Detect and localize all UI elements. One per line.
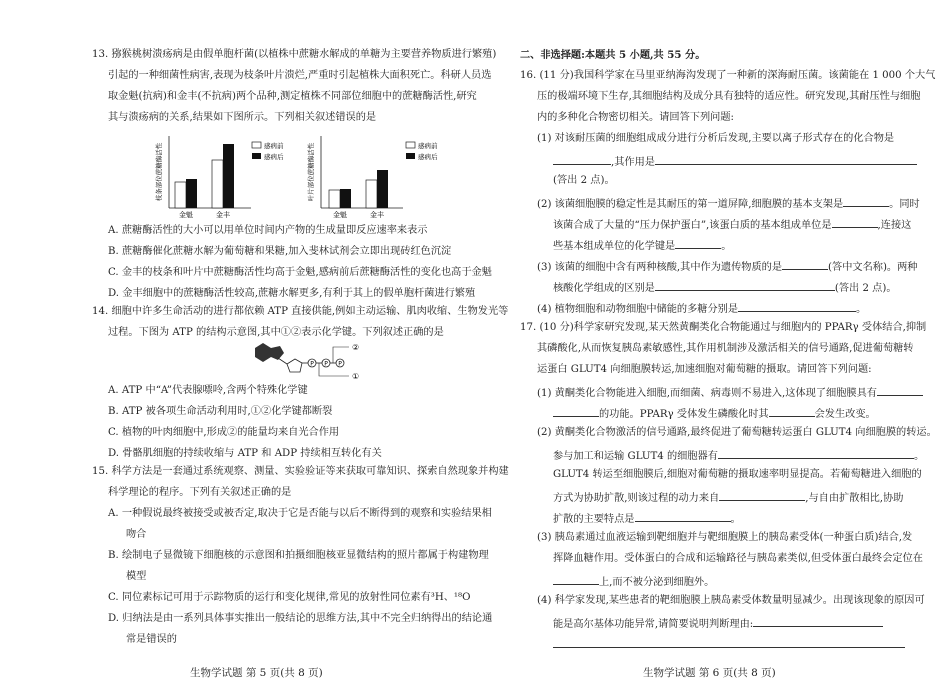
q17-blank-receptor-location[interactable] xyxy=(553,573,599,585)
q17-part2-line-3: GLUT4 转运至细胞膜后,细胞对葡萄糖的摄取速率明显提高。若葡萄糖进入细胞的 xyxy=(553,469,922,480)
q13-line-3: 取金魁(抗病)和金丰(不抗病)两个品种,测定植株不同部位细胞中的蔗糖酶活性,研究 xyxy=(108,91,477,102)
bond-label-2: ② xyxy=(352,343,360,352)
q13-option-d: D. 金丰细胞中的蔗糖酶活性较高,蔗糖水解更多,有利于其上的假单胞杆菌进行繁殖 xyxy=(108,288,476,299)
q17-blank-receptor-change[interactable] xyxy=(769,405,815,417)
q16-intro-1: 16. (11 分)我国科学家在马里亚纳海沟发现了一种新的深海耐压菌。该菌能在 1 000 个大气 xyxy=(520,70,936,81)
chart1-ylabel: 枝条部位蔗糖酶活性 xyxy=(155,142,163,202)
q17-blank-organelles[interactable] xyxy=(718,447,914,459)
phosphate-1-label: P xyxy=(310,360,314,368)
q16-part2-line-2 xyxy=(553,216,911,233)
chart1-bar-jinfeng-before xyxy=(212,160,223,208)
chart1-bar-jinfeng-after xyxy=(223,144,234,208)
q16-part2-text-a: (2) 该菌细胞膜的稳定性是其耐压的第一道屏障,细胞膜的基本支架是 xyxy=(537,199,844,210)
q17-blank-membrane-function-cont[interactable] xyxy=(553,405,599,417)
chart2-bar-jinfeng-before xyxy=(366,180,377,208)
q16-part2-line-1 xyxy=(537,195,920,212)
glycosidic-bond xyxy=(278,358,287,364)
q17-part2-line-5 xyxy=(553,510,741,527)
q17-part3-line-2: 挥降血糖作用。受体蛋白的合成和运输路径与胰岛素类似,但受体蛋白最终会定位在 xyxy=(553,553,923,564)
q17-blank-driving-force[interactable] xyxy=(719,489,805,501)
chart-leaf-sucrase xyxy=(307,130,457,220)
q16-part2-end-a: 。同时 xyxy=(889,199,920,210)
q17-blank-reason-cont[interactable] xyxy=(553,636,905,648)
q15-option-d-cont: 常是错误的 xyxy=(126,634,177,645)
chart2-bar-jinfeng-after xyxy=(377,170,388,208)
q17-part2-line-4 xyxy=(553,489,903,506)
q17-part2-end-d: ,与自由扩散相比,协助 xyxy=(805,493,904,504)
q16-part1-line-3: (答出 2 点)。 xyxy=(553,175,615,186)
q16-blank-ion-compound[interactable] xyxy=(553,153,611,165)
q16-intro-2: 压的极端环境下生存,其细胞结构及成分具有独特的适应性。研究发现,其耐压性与细胞 xyxy=(537,91,921,102)
q16-blank-function[interactable] xyxy=(655,153,917,165)
q16-part3-text-b: 核酸化学组成的区别是 xyxy=(553,283,655,294)
q16-part2-line-3 xyxy=(553,237,731,254)
q17-part2-end-e: 。 xyxy=(730,514,741,525)
q15-option-c: C. 同位素标记可用于示踪物质的运行和变化规律,常见的放射性同位素有³H、¹⁸O xyxy=(108,592,471,603)
q15-option-a-cont: 吻合 xyxy=(126,529,147,540)
q17-intro-2: 其磷酸化,从而恢复胰岛素敏感性,其作用机制涉及激活相关的信号通路,促进葡萄糖转 xyxy=(537,343,914,354)
phosphate-3-label: P xyxy=(338,360,342,368)
q17-part3-line-1: (3) 胰岛素通过血液运输到靶细胞并与靶细胞膜上的胰岛素受体(一种蛋白质)结合,发 xyxy=(537,532,913,543)
q13-line-1: 13. 猕猴桃树溃疡病是由假单胞杆菌(以植株中蔗糖水解成的单糖为主要营养物质进行繁殖) xyxy=(92,49,497,60)
q16-blank-storage-polysaccharides[interactable] xyxy=(738,300,856,312)
q16-part2-text-c: 些基本组成单位的化学键是 xyxy=(553,241,676,252)
q16-part1-line-2 xyxy=(553,153,917,170)
q16-part2-end-b: ,连接这 xyxy=(877,220,912,231)
q15-option-d: D. 归纳法是由一系列具体事实推出一般结论的思维方法,其中不完全归纳得出的结论通 xyxy=(108,613,493,624)
chart2-legend-before-swatch xyxy=(406,142,415,148)
q16-blank-nucleic-acid-difference[interactable] xyxy=(655,279,835,291)
q16-part3-line-2 xyxy=(553,279,897,296)
q17-part2-end-b: 。 xyxy=(913,451,925,462)
chart2-legend-before: 感病前 xyxy=(418,142,438,150)
chart2-bar-jinkui-after xyxy=(340,189,351,208)
chart1-x-label-1: 金魁 xyxy=(179,211,193,219)
q17-part3-end: 上,而不被分泌到细胞外。 xyxy=(599,577,715,588)
chart2-bar-jinkui-before xyxy=(329,190,340,208)
q17-part2-text-d: 方式为协助扩散,则该过程的动力来自 xyxy=(553,493,720,504)
chart2-x-label-1: 金魁 xyxy=(333,211,347,219)
q13-option-a: A. 蔗糖酶活性的大小可以用单位时间内产物的生成量即反应速率来表示 xyxy=(108,225,428,236)
ribose-pentagon xyxy=(287,359,302,372)
q17-part4-line-1: (4) 科学家发现,某些患者的靶细胞膜上胰岛素受体数量明显减少。出现该现象的原因可 xyxy=(537,595,925,606)
q17-intro-3: 运蛋白 GLUT4 向细胞膜转运,加速细胞对葡萄糖的摄取。请回答下列问题: xyxy=(537,364,872,375)
section-heading: 二、非选择题:本题共 5 小题,共 55 分。 xyxy=(520,49,706,61)
q17-part2-text-b: 参与加工和运输 GLUT4 的细胞器有 xyxy=(553,451,718,462)
q17-blank-facilitated-diffusion[interactable] xyxy=(635,510,731,522)
phosphate-2-label: P xyxy=(324,360,328,368)
q17-part2-text-e: 扩散的主要特点是 xyxy=(553,514,635,525)
left-page-footer: 生物学试题 第 5 页(共 8 页) xyxy=(190,667,323,679)
q15-option-a: A. 一种假说最终被接受或被否定,取决于它是否能与以后不断得到的观察和实验结果相 xyxy=(108,508,492,519)
adenine-ring-6 xyxy=(255,343,271,362)
chart1-bar-jinkui-after xyxy=(186,179,197,208)
q16-part4-line xyxy=(537,300,866,317)
q17-part2-line-2 xyxy=(553,447,924,464)
q16-part3-end-b: (答出 2 点)。 xyxy=(834,283,897,294)
q16-part1-line-1: (1) 对该耐压菌的细胞组成成分进行分析后发现,主要以离子形式存在的化合物是 xyxy=(537,133,895,144)
q16-blank-amino-acid[interactable] xyxy=(832,216,878,228)
q17-part1-text-a: (1) 黄酮类化合物能进入细胞,而细菌、病毒则不易进入,这体现了细胞膜具有 xyxy=(537,388,877,399)
bond-label-1: ① xyxy=(352,372,360,381)
chart2-ylabel: 叶片部位蔗糖酶活性 xyxy=(307,142,315,202)
q17-part4-line-2 xyxy=(553,615,883,632)
q16-part4-end: 。 xyxy=(856,304,867,315)
right-page-footer: 生物学试题 第 6 页(共 8 页) xyxy=(643,667,776,679)
q15-option-b-cont: 模型 xyxy=(126,571,147,582)
chart1-legend-after: 感病后 xyxy=(264,153,284,161)
q15-option-b: B. 绘制电子显微镜下细胞核的示意图和拍摄细胞核亚显微结构的照片都属于构建物理 xyxy=(108,550,489,561)
q17-part1-text-c: 会发生改变。 xyxy=(814,409,876,420)
q16-blank-peptide-bond[interactable] xyxy=(675,237,721,249)
q16-blank-membrane-scaffold[interactable] xyxy=(843,195,889,207)
q13-line-4: 其与溃疡病的关系,结果如下图所示。下列相关叙述错误的是 xyxy=(108,112,377,123)
q13-option-c: C. 金丰的枝条和叶片中蔗糖酶活性均高于金魁,感病前后蔗糖酶活性的变化也高于金魁 xyxy=(108,267,492,278)
q14-option-b: B. ATP 被各项生命活动利用时,①②化学键都断裂 xyxy=(108,406,333,417)
chart1-x-label-2: 金丰 xyxy=(216,211,230,219)
q16-blank-genetic-material[interactable] xyxy=(782,258,828,270)
chart1-legend-before-swatch xyxy=(252,142,261,148)
q14-line-1: 14. 细胞中许多生命活动的进行都依赖 ATP 直接供能,例如主动运输、肌肉收缩、生物发光等 xyxy=(92,306,509,317)
q17-blank-reason[interactable] xyxy=(753,615,883,627)
q14-line-2: 过程。下图为 ATP 的结构示意图,其中①②表示化学键。下列叙述正确的是 xyxy=(108,327,444,338)
q16-part3-end-a: (答中文名称)。两种 xyxy=(828,262,918,273)
q17-part3-line-3 xyxy=(553,573,714,590)
q17-part4-line-3 xyxy=(553,636,905,653)
q17-part1-line-2 xyxy=(553,405,876,422)
q17-part1-text-b: 的功能。PPARγ 受体发生磷酸化时其 xyxy=(599,409,769,420)
q17-part1-line-1 xyxy=(537,384,923,401)
chart2-legend-after: 感病后 xyxy=(418,153,438,161)
atp-structure-diagram xyxy=(245,338,375,382)
q16-part2-text-b: 该菌合成了大量的“压力保护蛋白”,该蛋白质的基本组成单位是 xyxy=(553,220,832,231)
q16-part3-text-a: (3) 该菌的细胞中含有两种核酸,其中作为遗传物质的是 xyxy=(537,262,783,273)
right-page xyxy=(475,0,950,688)
chart-branch-sucrase xyxy=(155,130,305,220)
chart2-x-label-2: 金丰 xyxy=(370,211,384,219)
q16-intro-3: 内的多种化合物密切相关。请回答下列问题: xyxy=(537,112,734,123)
chart2-legend-after-swatch xyxy=(406,153,415,159)
q16-part4-text: (4) 植物细胞和动物细胞中储能的多糖分别是 xyxy=(537,304,739,315)
chart1-legend-before: 感病前 xyxy=(264,142,284,150)
q14-option-c: C. 植物的叶肉细胞中,形成②的能量均来自光合作用 xyxy=(108,427,340,438)
chart1-bar-jinkui-before xyxy=(175,182,186,208)
q17-part4-text-b: 能是高尔基体功能异常,请简要说明判断理由: xyxy=(553,619,754,630)
q15-line-2: 科学理论的程序。下列有关叙述正确的是 xyxy=(108,487,292,498)
q14-option-d: D. 骨骼肌细胞的持续收缩与 ATP 和 ADP 持续相互转化有关 xyxy=(108,448,382,459)
q16-part1-text: ,其作用是 xyxy=(611,157,655,168)
q17-part2-line-1: (2) 黄酮类化合物激活的信号通路,最终促进了葡萄糖转运蛋白 GLUT4 向细胞膜的转运。 xyxy=(537,427,937,438)
q16-part2-end-c: 。 xyxy=(721,241,732,252)
q14-option-a: A. ATP 中“A”代表腺嘌呤,含两个特殊化学键 xyxy=(108,385,308,396)
adenine-ring-5 xyxy=(271,346,284,360)
q17-intro-1: 17. (10 分)科学家研究发现,某天然黄酮类化合物能通过与细胞内的 PPARγ 受体结合,抑制 xyxy=(520,322,927,333)
q17-blank-membrane-function[interactable] xyxy=(877,384,923,396)
chart1-legend-after-swatch xyxy=(252,153,261,159)
q15-line-1: 15. 科学方法是一套通过系统观察、测量、实验验证等来获取可靠知识、探索自然现象并构建 xyxy=(92,466,509,477)
q13-option-b: B. 蔗糖酶催化蔗糖水解为葡萄糖和果糖,加入斐林试剂会立即出现砖红色沉淀 xyxy=(108,246,452,257)
q13-line-2: 引起的一种细菌性病害,表现为枝条叶片溃烂,严重时引起植株大面积死亡。科研人员选 xyxy=(108,70,492,81)
q16-part3-line-1 xyxy=(537,258,917,275)
